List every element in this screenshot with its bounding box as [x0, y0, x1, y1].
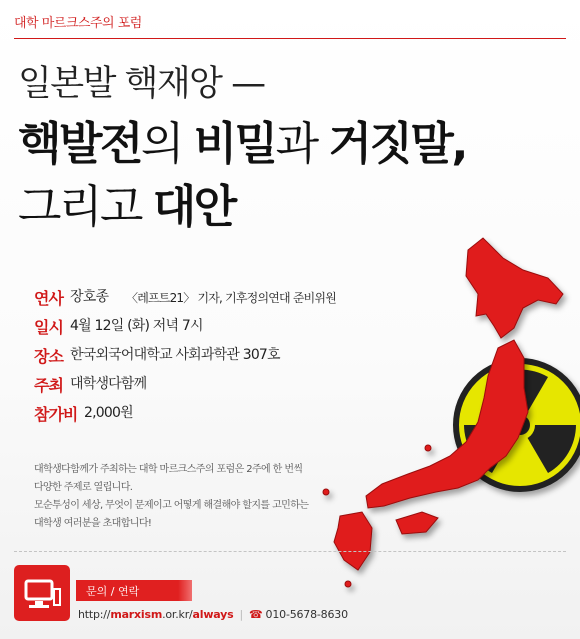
title-line-1: 일본발 핵재앙 —	[18, 64, 265, 104]
separator: |	[239, 608, 244, 621]
japan-map	[323, 238, 563, 587]
title-line-3	[18, 170, 235, 235]
url-prefix: http://	[78, 608, 111, 621]
info-label: 주최	[34, 376, 63, 395]
info-value: 한국외국어대학교 사회과학관 307호	[70, 347, 280, 363]
title-particle-2: 과	[275, 117, 329, 170]
info-value-extra: 〈레프트21〉 기자, 기후정의연대 준비위원	[126, 291, 337, 305]
title-word-and: 그리고	[18, 180, 153, 233]
description-line: 대학생다함께가 주최하는 대학 마르크스주의 포럼은 2주에 한 번씩	[34, 464, 303, 475]
title-line-2	[18, 107, 466, 172]
japan-radiation-illustration	[318, 230, 580, 610]
contact-icon-box	[14, 565, 70, 621]
description-line: 다양한 주제로 열립니다.	[34, 482, 133, 493]
contact-tab	[76, 580, 192, 601]
description-line: 대학생 여러분을 초대합니다!	[34, 518, 152, 529]
info-value: 대학생다함께	[70, 376, 147, 392]
url-path: always	[192, 608, 234, 621]
info-label: 장소	[34, 347, 63, 366]
top-divider	[14, 38, 566, 39]
phone-icon: ☎	[249, 608, 263, 621]
title-word-lie: 거짓말,	[328, 117, 466, 170]
title-word-nuclear-power: 핵발전	[18, 117, 141, 170]
title-word-secret: 비밀	[193, 117, 276, 170]
title-word-alternative: 대안	[152, 180, 235, 233]
forum-label: 대학 마르크스주의 포럼	[14, 16, 142, 31]
phone-number: 010-5678-8630	[265, 608, 348, 621]
forum-description	[34, 461, 324, 533]
computer-icon	[14, 565, 70, 621]
url-suffix: .or.kr/	[162, 608, 193, 621]
info-value: 4월 12일 (화) 저녁 7시	[70, 318, 203, 334]
info-label: 참가비	[34, 405, 78, 424]
website-link[interactable]	[78, 608, 234, 621]
footer-divider	[14, 551, 566, 552]
contact-line	[78, 608, 348, 621]
info-label: 연사	[34, 289, 63, 308]
info-value: 장호종	[70, 289, 109, 305]
info-value: 2,000원	[84, 405, 133, 421]
description-line: 모순투성이 세상, 무엇이 문제이고 어떻게 해결해야 할지를 고민하는	[34, 500, 309, 511]
info-label: 일시	[34, 318, 63, 337]
title-particle-1: 의	[140, 117, 194, 170]
url-main: marxism	[110, 608, 163, 621]
contact-tab-label: 문의 / 연락	[86, 585, 140, 598]
